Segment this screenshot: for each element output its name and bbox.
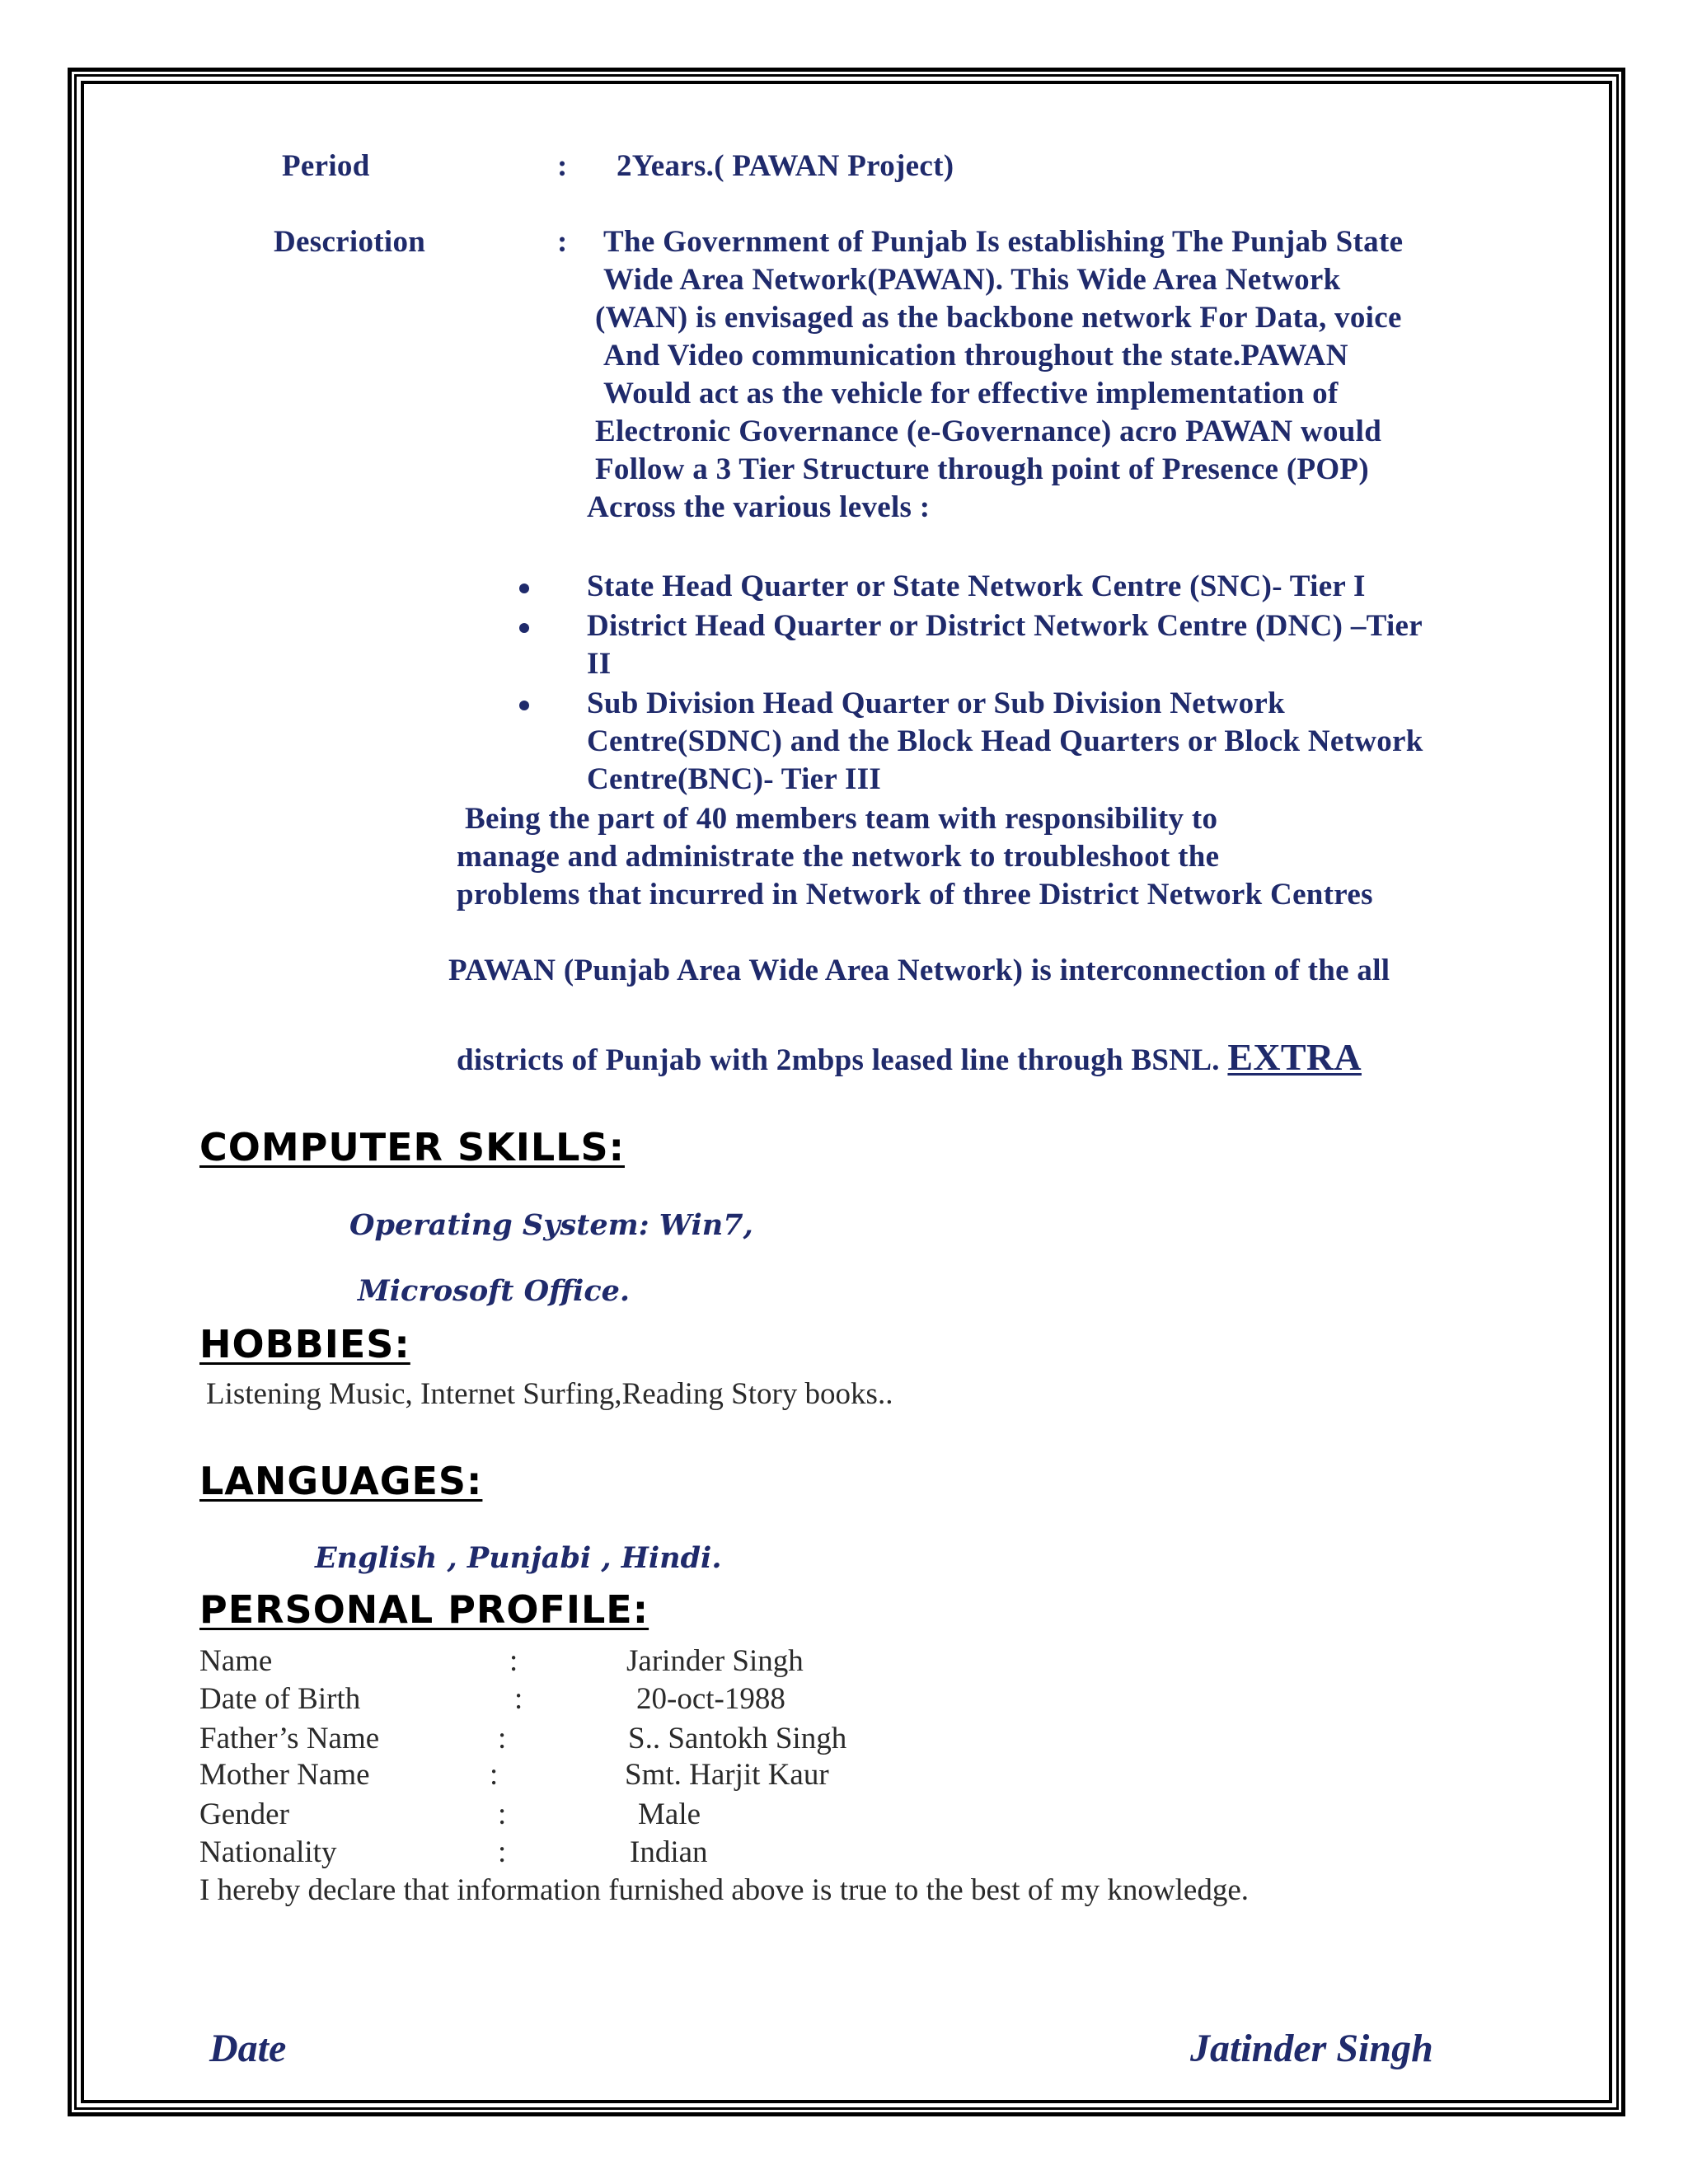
profile-label-mother: Mother Name <box>199 1758 370 1792</box>
description-colon: : <box>557 225 568 259</box>
hobbies-text: Listening Music, Internet Surfing,Reading Story books.. <box>206 1377 893 1411</box>
profile-value-nationality: Indian <box>630 1835 708 1869</box>
profile-colon: : <box>490 1758 499 1792</box>
responsibility-line: problems that incurred in Network of three District Network Centres <box>457 878 1373 912</box>
period-colon: : <box>557 149 568 183</box>
skill-item: Operating System: Win7, <box>349 1208 753 1242</box>
profile-colon: : <box>498 1722 507 1755</box>
hobbies-heading: HOBBIES: <box>199 1322 410 1366</box>
bullet-item-continued: Centre(SDNC) and the Block Head Quarters or Block Network <box>587 724 1423 758</box>
personal-profile-heading: PERSONAL PROFILE: <box>199 1587 649 1632</box>
period-value: 2Years.( PAWAN Project) <box>617 149 954 183</box>
description-line: Follow a 3 Tier Structure through point of Presence (POP) <box>595 452 1369 486</box>
bullet-item: State Head Quarter or State Network Centre (SNC)- Tier I <box>587 569 1366 603</box>
profile-value-dob: 20-oct-1988 <box>636 1682 785 1716</box>
bullet-item-continued: II <box>587 647 612 681</box>
bullet-item: District Head Quarter or District Network Centre (DNC) –Tier <box>587 609 1423 643</box>
period-label: Period <box>282 149 370 183</box>
description-line: Would act as the vehicle for effective implementation of <box>603 377 1339 410</box>
bullet-dot-icon <box>519 583 529 593</box>
profile-label-nationality: Nationality <box>199 1835 337 1869</box>
bullet-dot-icon <box>519 701 529 710</box>
profile-colon: : <box>509 1644 518 1678</box>
profile-value-name: Jarinder Singh <box>626 1644 804 1678</box>
profile-label-father: Father’s Name <box>199 1722 380 1755</box>
profile-colon: : <box>498 1797 507 1831</box>
signature-name: Jatinder Singh <box>1190 2027 1433 2070</box>
pawan-description: PAWAN (Punjab Area Wide Area Network) is interconnection of the all <box>448 954 1390 987</box>
profile-label-name: Name <box>199 1644 273 1678</box>
pawan-description-text: districts of Punjab with 2mbps leased line through BSNL. <box>457 1043 1220 1077</box>
languages-heading: LANGUAGES: <box>199 1459 483 1503</box>
bullet-dot-icon <box>519 623 529 633</box>
description-line: (WAN) is envisaged as the backbone network For Data, voice <box>595 301 1402 335</box>
bullet-item: Sub Division Head Quarter or Sub Division Network <box>587 687 1285 720</box>
bullet-item-continued: Centre(BNC)- Tier III <box>587 762 882 796</box>
description-line: And Video communication throughout the state.PAWAN <box>603 339 1348 373</box>
profile-value-father: S.. Santokh Singh <box>628 1722 847 1755</box>
profile-colon: : <box>514 1682 523 1716</box>
pawan-description <box>457 1035 1362 1079</box>
date-label: Date <box>209 2027 287 2070</box>
profile-value-mother: Smt. Harjit Kaur <box>625 1758 829 1792</box>
description-label: Descriotion <box>274 225 426 259</box>
description-line: Electronic Governance (e-Governance) acro PAWAN would <box>595 415 1382 448</box>
responsibility-line: Being the part of 40 members team with responsibility to <box>465 802 1218 836</box>
profile-label-gender: Gender <box>199 1797 289 1831</box>
languages-text: English , Punjabi , Hindi. <box>315 1541 722 1575</box>
profile-value-gender: Male <box>638 1797 701 1831</box>
declaration-text: I hereby declare that information furnished above is true to the best of my knowledge. <box>199 1873 1250 1907</box>
computer-skills-heading: COMPUTER SKILLS: <box>199 1125 625 1169</box>
description-line: The Government of Punjab Is establishing The Punjab State <box>603 225 1404 259</box>
profile-colon: : <box>498 1835 507 1869</box>
profile-label-dob: Date of Birth <box>199 1682 361 1716</box>
description-line: Wide Area Network(PAWAN). This Wide Area Network <box>603 263 1341 297</box>
skill-item: Microsoft Office. <box>358 1274 631 1308</box>
description-line: Across the various levels : <box>587 490 931 524</box>
responsibility-line: manage and administrate the network to troubleshoot the <box>457 840 1220 874</box>
extra-heading: EXTRA <box>1227 1036 1362 1078</box>
